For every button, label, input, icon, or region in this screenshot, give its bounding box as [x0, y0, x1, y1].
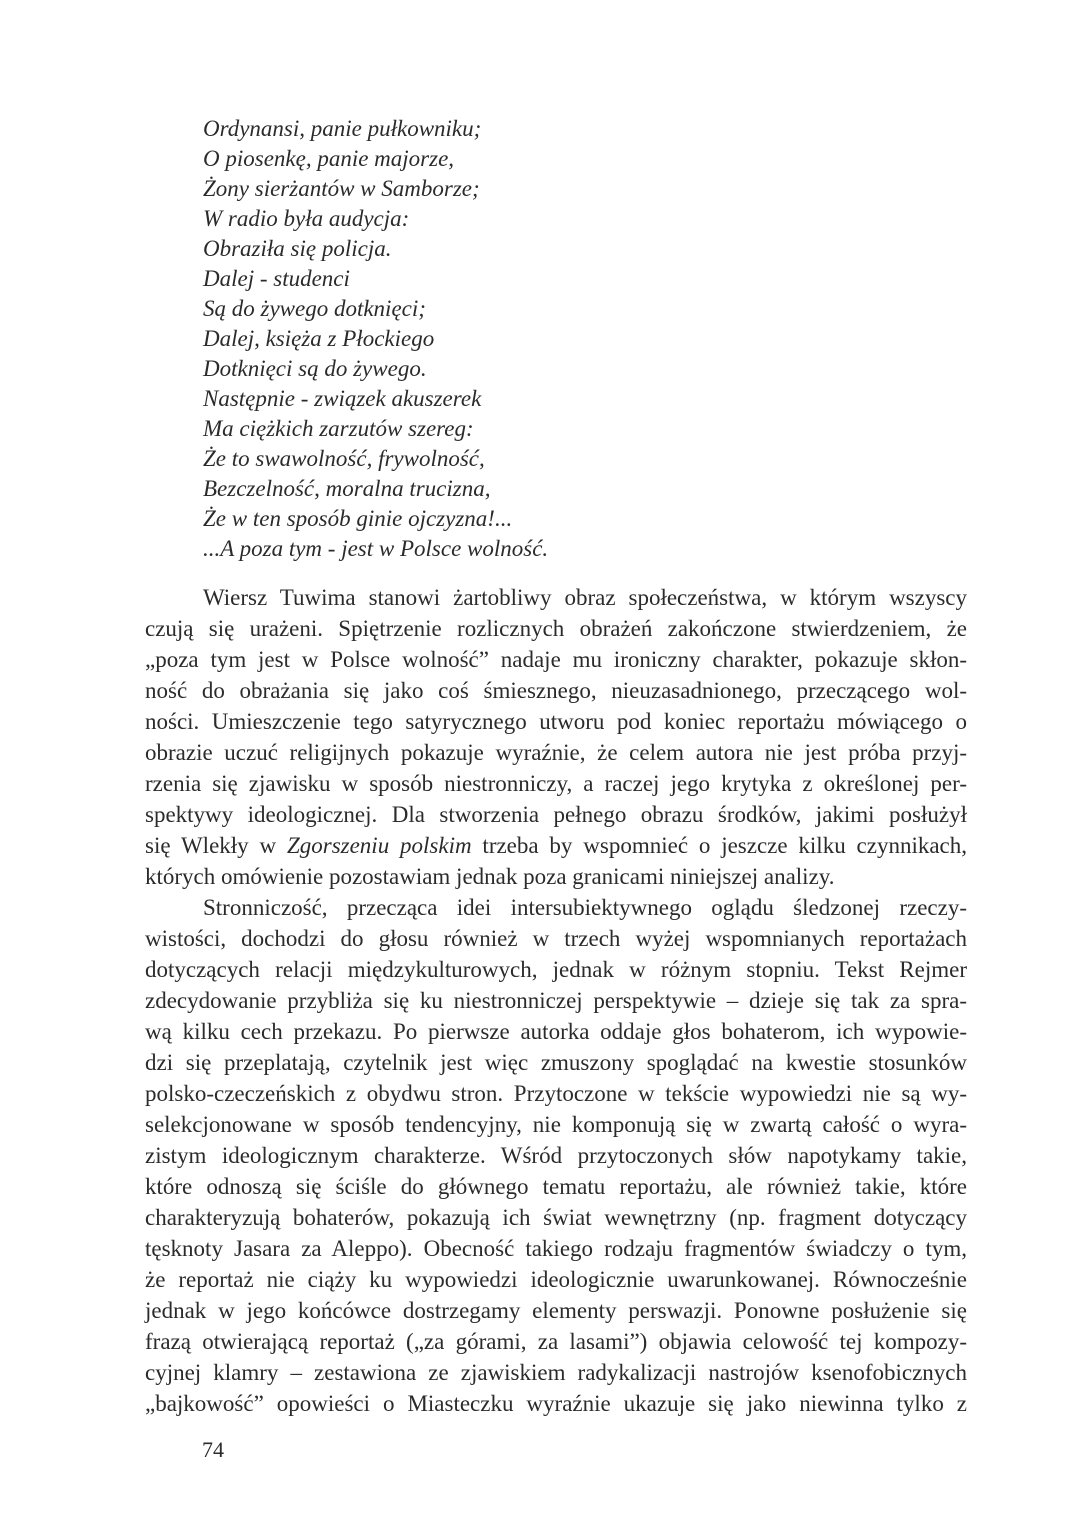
- text-segment: które odnoszą się ściśle do głównego tematu reportażu, ale również takie, które: [145, 1174, 967, 1199]
- poem-line: Dalej - studenci: [203, 266, 350, 291]
- poem-line: ...A poza tym - jest w Polsce wolność.: [203, 536, 549, 561]
- text-segment: polsko-czeczeńskich z obydwu stron. Przytoczone w tekście wypowiedzi nie są wy-: [145, 1081, 967, 1106]
- text-line: [145, 830, 967, 861]
- text-segment: Stronniczość, przecząca idei intersubiektywnego oglądu śledzonej rzeczy-: [203, 895, 967, 920]
- text-line: [145, 1264, 967, 1295]
- text-segment: „bajkowość” opowieści o Miasteczku wyraźnie ukazuje się jako niewinna tylko z: [145, 1391, 967, 1416]
- text-segment: dzi się przeplatają, czytelnik jest więc zmuszony spoglądać na kwestie stosunków: [145, 1050, 967, 1075]
- text-line: [145, 1016, 967, 1047]
- poem-line: Żony sierżantów w Samborze;: [203, 176, 480, 201]
- text-segment: obrazie uczuć religijnych pokazuje wyraźnie, że celem autora nie jest próba przyj-: [145, 740, 967, 765]
- text-segment: zistym ideologicznym charakterze. Wśród przytoczonych słów napotykamy takie,: [145, 1143, 967, 1168]
- poem-line: Dalej, księża z Płockiego: [203, 326, 435, 351]
- text-line: [145, 675, 967, 706]
- text-segment: trzeba by wspomnieć o jeszcze kilku czynnikach,: [471, 833, 968, 858]
- text-line: [145, 737, 967, 768]
- text-line: [145, 1140, 967, 1171]
- text-segment: dotyczących relacji międzykulturowych, jednak w różnym stopniu. Tekst Rejmer: [145, 957, 967, 982]
- text-segment: tęsknoty Jasara za Aleppo). Obecność takiego rodzaju fragmentów świadczy o tym,: [145, 1236, 967, 1261]
- text-segment: cyjnej klamry – zestawiona ze zjawiskiem radykalizacji nastrojów ksenofobicznych: [145, 1360, 967, 1385]
- text-segment: czują się urażeni. Spiętrzenie rozlicznych obrażeń zakończone stwierdzeniem, że: [145, 616, 967, 641]
- text-line: [145, 1233, 967, 1264]
- text-line: [145, 799, 967, 830]
- text-line: [145, 613, 967, 644]
- poem-line: Obraziła się policja.: [203, 236, 392, 261]
- text-segment: jednak w jego końcówce dostrzegamy elementy perswazji. Ponowne posłużenie się: [145, 1298, 967, 1323]
- text-segment: selekcjonowane w sposób tendencyjny, nie komponują się w zwartą całość o wyra-: [145, 1112, 967, 1137]
- text-line: [145, 1202, 967, 1233]
- text-line: [145, 892, 967, 923]
- poem-line: Dotknięci są do żywego.: [203, 356, 427, 381]
- paragraph: [145, 582, 967, 892]
- poem-line: Są do żywego dotknięci;: [203, 296, 426, 321]
- text-segment: Wiersz Tuwima stanowi żartobliwy obraz społeczeństwa, w którym wszyscy: [203, 585, 967, 610]
- text-line: [145, 923, 967, 954]
- text-segment: spektywy ideologicznej. Dla stworzenia pełnego obrazu środków, jakimi posłużył: [145, 802, 967, 827]
- poem-line: Ordynansi, panie pułkowniku;: [203, 116, 482, 141]
- text-line: [145, 1047, 967, 1078]
- poem-line: O piosenkę, panie majorze,: [203, 146, 455, 171]
- text-line: [145, 582, 967, 613]
- text-segment: ność do obrażania się jako coś śmiesznego, nieuzasadnionego, przeczącego wol-: [145, 678, 967, 703]
- poem-line: Ma ciężkich zarzutów szereg:: [203, 416, 474, 441]
- text-line: [145, 1295, 967, 1326]
- poem-line: Że to swawolność, frywolność,: [203, 446, 485, 471]
- text-line: [145, 1109, 967, 1140]
- text-line: [145, 1388, 967, 1419]
- paragraph: [145, 892, 967, 1419]
- body-text: [145, 582, 967, 1419]
- text-line: [145, 1357, 967, 1388]
- text-segment: wistości, dochodzi do głosu również w trzech wyżej wspomnianych reportażach: [145, 926, 967, 951]
- poem-line: W radio była audycja:: [203, 206, 410, 231]
- poem-line: Że w ten sposób ginie ojczyzna!...: [203, 506, 513, 531]
- text-segment: frazą otwierającą reportaż („za górami, za lasami”) objawia celowość tej kompozy-: [145, 1329, 967, 1354]
- text-segment: wą kilku cech przekazu. Po pierwsze autorka oddaje głos bohaterom, ich wypowie-: [145, 1019, 967, 1044]
- text-segment: zdecydowanie przybliża się ku niestronniczej perspektywie – dzieje się tak za spra-: [145, 988, 967, 1013]
- text-segment: których omówienie pozostawiam jednak poza granicami niniejszej analizy.: [145, 864, 835, 889]
- text-line: [145, 1078, 967, 1109]
- italic-title: Zgorszeniu polskim: [286, 833, 472, 858]
- text-line: [145, 644, 967, 675]
- page-number: 74: [202, 1437, 224, 1462]
- poem-line: Bezczelność, moralna trucizna,: [203, 476, 491, 501]
- text-line: [145, 1171, 967, 1202]
- poem-line: Następnie - związek akuszerek: [203, 386, 482, 411]
- text-line: [145, 706, 967, 737]
- text-segment: „poza tym jest w Polsce wolność” nadaje mu ironiczny charakter, pokazuje skłon-: [145, 647, 967, 672]
- text-segment: się Wlekły w: [145, 833, 287, 858]
- text-line: [145, 768, 967, 799]
- text-line: [145, 861, 967, 892]
- text-segment: charakteryzują bohaterów, pokazują ich świat wewnętrzny (np. fragment dotyczący: [145, 1205, 967, 1230]
- text-segment: że reportaż nie ciąży ku wypowiedzi ideologicznie uwarunkowanej. Równocześnie: [145, 1267, 967, 1292]
- text-line: [145, 985, 967, 1016]
- text-segment: rzenia się zjawisku w sposób niestronniczy, a raczej jego krytyka z określonej per-: [145, 771, 967, 796]
- text-line: [145, 954, 967, 985]
- text-line: [145, 1326, 967, 1357]
- poem-quotation: [203, 114, 803, 564]
- text-segment: ności. Umieszczenie tego satyrycznego utworu pod koniec reportażu mówiącego o: [145, 709, 967, 734]
